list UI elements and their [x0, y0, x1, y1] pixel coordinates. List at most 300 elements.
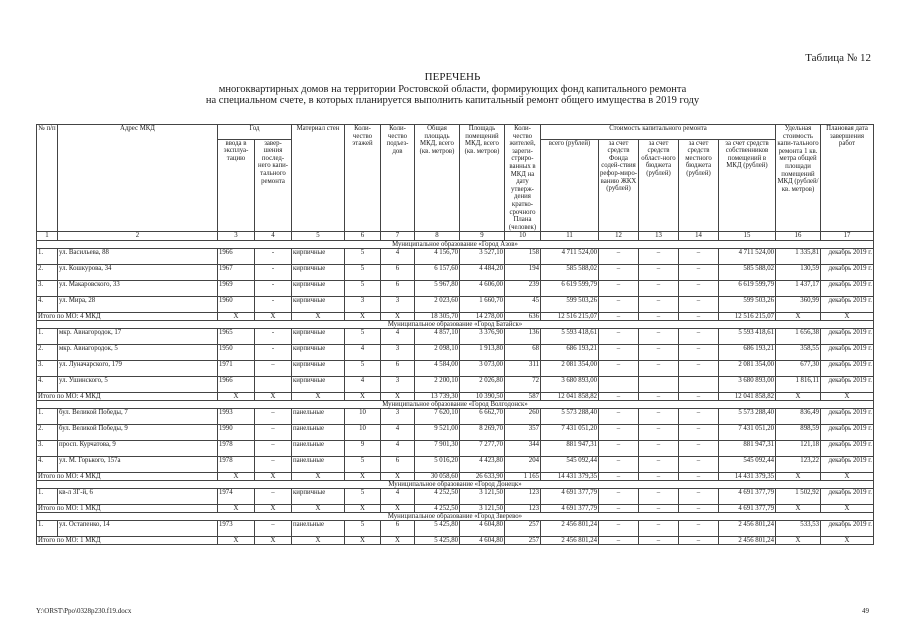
row-address: ул. М. Горького, 157а [58, 457, 218, 473]
column-number: 15 [719, 232, 776, 241]
table-row [37, 361, 874, 377]
total-cost-local: – [679, 537, 719, 545]
municipality-row [37, 241, 874, 249]
row-total-area: 5 967,80 [415, 281, 460, 297]
total-x: X [821, 505, 874, 513]
row-deadline: декабрь 2019 г. [821, 441, 874, 457]
total-total-area: 18 305,70 [415, 313, 460, 321]
table-row [37, 329, 874, 345]
total-label: Итого по МО: 4 МКД [37, 313, 218, 321]
row-cost-regional: – [639, 361, 679, 377]
row-unit-cost: 533,53 [776, 521, 821, 537]
header-cost-total: всего (рублей) [541, 139, 599, 232]
row-cost-local: – [679, 521, 719, 537]
row-wall-material: кирпичные [292, 265, 345, 281]
row-year-commission: 1966 [218, 377, 255, 393]
row-year-overhaul: – [255, 521, 292, 537]
row-floors: 5 [345, 521, 381, 537]
row-unit-cost: 836,49 [776, 409, 821, 425]
row-cost-owners: 7 431 051,20 [719, 425, 776, 441]
row-deadline: декабрь 2019 г. [821, 489, 874, 505]
row-premises-area: 6 662,70 [460, 409, 505, 425]
total-premises-area: 26 633,90 [460, 473, 505, 481]
row-year-commission: 1993 [218, 409, 255, 425]
total-label: Итого по МО: 1 МКД [37, 537, 218, 545]
row-cost-total: 545 092,44 [541, 457, 599, 473]
row-cost-local: – [679, 441, 719, 457]
row-unit-cost: 130,59 [776, 265, 821, 281]
row-cost-fund: – [599, 249, 639, 265]
row-cost-owners: 6 619 599,79 [719, 281, 776, 297]
total-x: X [255, 537, 292, 545]
row-cost-regional: – [639, 457, 679, 473]
row-residents: 357 [505, 425, 541, 441]
row-number: 2. [37, 265, 58, 281]
row-year-commission: 1966 [218, 249, 255, 265]
row-address: мкр. Авиагородок, 17 [58, 329, 218, 345]
row-total-area: 2 023,60 [415, 297, 460, 313]
total-cost-total: 2 456 801,24 [541, 537, 599, 545]
row-cost-local: – [679, 457, 719, 473]
row-wall-material: кирпичные [292, 329, 345, 345]
row-cost-fund: – [599, 329, 639, 345]
row-wall-material: кирпичные [292, 297, 345, 313]
row-entrances: 6 [381, 521, 415, 537]
row-floors: 4 [345, 345, 381, 361]
header-cost-regional: за счет средств област-ного бюджета (рублей) [639, 139, 679, 232]
row-deadline: декабрь 2019 г. [821, 361, 874, 377]
total-x: X [255, 473, 292, 481]
row-residents: 45 [505, 297, 541, 313]
row-premises-area: 1 913,80 [460, 345, 505, 361]
row-address: ул. Кошкурова, 34 [58, 265, 218, 281]
table-row [37, 281, 874, 297]
row-number: 2. [37, 345, 58, 361]
row-total-area: 7 901,30 [415, 441, 460, 457]
row-wall-material: кирпичные [292, 377, 345, 393]
total-cost-regional: – [639, 473, 679, 481]
row-cost-regional: – [639, 249, 679, 265]
row-cost-fund: – [599, 457, 639, 473]
row-floors: 5 [345, 281, 381, 297]
row-residents: 194 [505, 265, 541, 281]
row-premises-area: 4 606,00 [460, 281, 505, 297]
row-cost-total: 5 573 288,40 [541, 409, 599, 425]
row-premises-area: 7 277,70 [460, 441, 505, 457]
column-number: 12 [599, 232, 639, 241]
total-x: X [776, 505, 821, 513]
total-residents: 123 [505, 505, 541, 513]
row-cost-fund: – [599, 425, 639, 441]
row-floors: 3 [345, 297, 381, 313]
municipality-title: Муниципальное образование «Город Азов» [37, 241, 874, 249]
row-number: 1. [37, 489, 58, 505]
total-x: X [821, 393, 874, 401]
row-deadline: декабрь 2019 г. [821, 281, 874, 297]
total-x: X [381, 473, 415, 481]
column-number: 2 [58, 232, 218, 241]
row-unit-cost: 1 816,11 [776, 377, 821, 393]
heading-line-2: на специальном счете, в которых планируется выполнить капитальный ремонт общего имущества в 2019 году [205, 95, 700, 106]
row-deadline: декабрь 2019 г. [821, 425, 874, 441]
row-cost-fund: – [599, 297, 639, 313]
row-address: бул. Великой Победы, 9 [58, 425, 218, 441]
row-cost-total: 2 081 354,00 [541, 361, 599, 377]
row-floors: 5 [345, 457, 381, 473]
row-year-overhaul: – [255, 441, 292, 457]
row-cost-fund: – [599, 281, 639, 297]
row-wall-material: панельные [292, 409, 345, 425]
header-address: Адрес МКД [58, 125, 218, 232]
heading-title: ПЕРЕЧЕНЬ [424, 71, 481, 83]
row-wall-material: панельные [292, 457, 345, 473]
row-premises-area: 8 269,70 [460, 425, 505, 441]
row-unit-cost: 1 502,92 [776, 489, 821, 505]
row-unit-cost: 677,30 [776, 361, 821, 377]
row-residents: 260 [505, 409, 541, 425]
total-cost-local: – [679, 505, 719, 513]
row-total-area: 2 200,10 [415, 377, 460, 393]
row-total-area: 9 521,00 [415, 425, 460, 441]
row-residents: 257 [505, 521, 541, 537]
column-number: 1 [37, 232, 58, 241]
row-year-commission: 1971 [218, 361, 255, 377]
header-residents: Коли-чество жителей, зареги-стриро-ванных в МКД на дату утверж-дения кратко-срочного Плана (человек) [505, 125, 541, 232]
total-total-area: 13 739,30 [415, 393, 460, 401]
row-address: просп. Курчатова, 9 [58, 441, 218, 457]
row-entrances: 4 [381, 425, 415, 441]
row-number: 3. [37, 361, 58, 377]
total-row [37, 393, 874, 401]
row-floors: 4 [345, 377, 381, 393]
row-cost-owners: 599 503,26 [719, 297, 776, 313]
total-x: X [821, 537, 874, 545]
total-total-area: 30 058,60 [415, 473, 460, 481]
row-premises-area: 3 121,50 [460, 489, 505, 505]
total-residents: 257 [505, 537, 541, 545]
header-cost-group: Стоимость капитального ремонта [541, 125, 776, 140]
row-address: бул. Великой Победы, 7 [58, 409, 218, 425]
row-entrances: 4 [381, 489, 415, 505]
row-floors: 10 [345, 409, 381, 425]
row-cost-local: – [679, 265, 719, 281]
row-cost-regional [639, 377, 679, 393]
row-premises-area: 4 484,20 [460, 265, 505, 281]
row-number: 4. [37, 377, 58, 393]
row-cost-regional: – [639, 329, 679, 345]
row-cost-total: 2 456 801,24 [541, 521, 599, 537]
row-cost-fund: – [599, 489, 639, 505]
total-cost-fund: – [599, 537, 639, 545]
total-x: X [218, 537, 255, 545]
total-premises-area: 14 278,00 [460, 313, 505, 321]
total-x: X [345, 473, 381, 481]
table-row [37, 409, 874, 425]
row-year-overhaul: - [255, 297, 292, 313]
row-floors: 5 [345, 329, 381, 345]
row-wall-material: кирпичные [292, 345, 345, 361]
column-number: 13 [639, 232, 679, 241]
row-entrances: 3 [381, 377, 415, 393]
row-year-overhaul: - [255, 281, 292, 297]
row-premises-area: 4 423,80 [460, 457, 505, 473]
table-row [37, 249, 874, 265]
total-x: X [821, 473, 874, 481]
row-cost-local: – [679, 409, 719, 425]
total-cost-owners: 12 041 858,82 [719, 393, 776, 401]
total-x: X [381, 537, 415, 545]
column-number: 16 [776, 232, 821, 241]
row-number: 4. [37, 297, 58, 313]
row-cost-owners: 2 456 801,24 [719, 521, 776, 537]
row-year-commission: 1978 [218, 457, 255, 473]
total-x: X [292, 473, 345, 481]
column-number: 9 [460, 232, 505, 241]
row-cost-local: – [679, 361, 719, 377]
row-cost-total: 599 503,26 [541, 297, 599, 313]
row-wall-material: кирпичные [292, 361, 345, 377]
row-cost-regional: – [639, 441, 679, 457]
column-number: 4 [255, 232, 292, 241]
table-row [37, 489, 874, 505]
row-deadline: декабрь 2019 г. [821, 457, 874, 473]
row-entrances: 6 [381, 361, 415, 377]
table-row [37, 457, 874, 473]
row-total-area: 2 098,10 [415, 345, 460, 361]
row-wall-material: кирпичные [292, 249, 345, 265]
header-cost-local: за счет средств местного бюджета (рублей) [679, 139, 719, 232]
total-total-area: 5 425,80 [415, 537, 460, 545]
total-premises-area: 4 604,80 [460, 537, 505, 545]
row-entrances: 4 [381, 441, 415, 457]
row-total-area: 5 016,20 [415, 457, 460, 473]
row-premises-area: 3 376,90 [460, 329, 505, 345]
row-cost-fund [599, 377, 639, 393]
row-year-commission: 1973 [218, 521, 255, 537]
row-year-commission: 1969 [218, 281, 255, 297]
row-unit-cost: 121,18 [776, 441, 821, 457]
row-total-area: 4 584,00 [415, 361, 460, 377]
row-cost-regional: – [639, 345, 679, 361]
document-heading [0, 72, 905, 107]
row-cost-total: 4 711 524,00 [541, 249, 599, 265]
header-cost-fund: за счет средств Фонда содей-ствия рефор-миро-ванию ЖКХ (рублей) [599, 139, 639, 232]
row-wall-material: панельные [292, 441, 345, 457]
row-year-commission: 1990 [218, 425, 255, 441]
table-body [37, 241, 874, 545]
row-entrances: 3 [381, 345, 415, 361]
total-x: X [292, 537, 345, 545]
row-cost-owners: 881 947,31 [719, 441, 776, 457]
row-cost-local [679, 377, 719, 393]
row-cost-total: 881 947,31 [541, 441, 599, 457]
municipality-row [37, 513, 874, 521]
row-year-overhaul: – [255, 489, 292, 505]
row-cost-local: – [679, 425, 719, 441]
row-entrances: 3 [381, 409, 415, 425]
row-cost-local: – [679, 281, 719, 297]
row-year-commission: 1965 [218, 329, 255, 345]
row-cost-local: – [679, 345, 719, 361]
row-deadline: декабрь 2019 г. [821, 265, 874, 281]
column-number: 6 [345, 232, 381, 241]
header-deadline: Плановая дата завершения работ [821, 125, 874, 232]
row-residents: 239 [505, 281, 541, 297]
column-number: 17 [821, 232, 874, 241]
column-number: 3 [218, 232, 255, 241]
row-residents: 72 [505, 377, 541, 393]
total-x: X [345, 505, 381, 513]
row-wall-material: панельные [292, 521, 345, 537]
row-unit-cost: 1 437,17 [776, 281, 821, 297]
header-num: № п/п [37, 125, 58, 232]
column-number: 7 [381, 232, 415, 241]
row-cost-local: – [679, 329, 719, 345]
total-cost-fund: – [599, 473, 639, 481]
row-cost-local: – [679, 489, 719, 505]
total-cost-local: – [679, 313, 719, 321]
row-number: 3. [37, 281, 58, 297]
row-address: ул. Луначарского, 179 [58, 361, 218, 377]
row-year-overhaul: - [255, 345, 292, 361]
table-row [37, 441, 874, 457]
heading-line-1: многоквартирных домов на территории Ростовской области, формирующих фонд капитального ремонта [218, 83, 687, 95]
capital-repair-table [36, 124, 874, 545]
total-x: X [218, 393, 255, 401]
row-address: ул. Ушинского, 5 [58, 377, 218, 393]
row-year-overhaul: - [255, 249, 292, 265]
row-cost-fund: – [599, 265, 639, 281]
row-cost-fund: – [599, 521, 639, 537]
row-number: 1. [37, 409, 58, 425]
row-cost-total: 4 691 377,79 [541, 489, 599, 505]
row-cost-regional: – [639, 281, 679, 297]
table-number: Таблица № 12 [805, 52, 871, 64]
total-cost-total: 4 691 377,79 [541, 505, 599, 513]
municipality-title: Муниципальное образование «Город Волгодонск» [37, 401, 874, 409]
total-x: X [381, 393, 415, 401]
row-wall-material: кирпичные [292, 489, 345, 505]
row-residents: 68 [505, 345, 541, 361]
row-address: ул. Макаровского, 33 [58, 281, 218, 297]
total-x: X [218, 505, 255, 513]
row-residents: 158 [505, 249, 541, 265]
row-cost-regional: – [639, 489, 679, 505]
row-premises-area: 4 604,80 [460, 521, 505, 537]
row-cost-regional: – [639, 265, 679, 281]
header-entrances: Коли-чество подъез-дов [381, 125, 415, 232]
row-cost-owners: 686 193,21 [719, 345, 776, 361]
total-cost-total: 12 041 858,82 [541, 393, 599, 401]
total-x: X [821, 313, 874, 321]
total-cost-local: – [679, 473, 719, 481]
row-year-commission: 1950 [218, 345, 255, 361]
row-floors: 5 [345, 249, 381, 265]
total-residents: 636 [505, 313, 541, 321]
total-x: X [381, 505, 415, 513]
row-number: 1. [37, 521, 58, 537]
table-row [37, 297, 874, 313]
row-entrances: 4 [381, 329, 415, 345]
total-label: Итого по МО: 1 МКД [37, 505, 218, 513]
row-unit-cost: 898,59 [776, 425, 821, 441]
header-premises-area: Площадь помещений МКД, всего (кв. метров) [460, 125, 505, 232]
row-unit-cost: 1 656,38 [776, 329, 821, 345]
header-wall-material: Материал стен [292, 125, 345, 232]
footer-file-path: Y:\ORST\Ppo\0328p230.f19.docx [36, 607, 132, 615]
municipality-row [37, 321, 874, 329]
row-cost-regional: – [639, 297, 679, 313]
row-floors: 5 [345, 361, 381, 377]
row-floors: 10 [345, 425, 381, 441]
row-cost-owners: 545 092,44 [719, 457, 776, 473]
row-address: кв-л 3Г-й, 6 [58, 489, 218, 505]
row-deadline: декабрь 2019 г. [821, 345, 874, 361]
table-row [37, 425, 874, 441]
row-number: 1. [37, 249, 58, 265]
row-cost-regional: – [639, 425, 679, 441]
total-total-area: 4 252,50 [415, 505, 460, 513]
row-cost-total: 585 588,02 [541, 265, 599, 281]
total-row [37, 505, 874, 513]
total-row [37, 313, 874, 321]
municipality-title: Муниципальное образование «Город Батайск» [37, 321, 874, 329]
total-x: X [345, 313, 381, 321]
row-cost-fund: – [599, 361, 639, 377]
row-entrances: 6 [381, 265, 415, 281]
municipality-title: Муниципальное образование «Город Зверево» [37, 513, 874, 521]
total-x: X [776, 313, 821, 321]
total-cost-owners: 12 516 215,07 [719, 313, 776, 321]
row-address: мкр. Авиагородок, 5 [58, 345, 218, 361]
row-residents: 136 [505, 329, 541, 345]
row-cost-fund: – [599, 345, 639, 361]
total-cost-fund: – [599, 505, 639, 513]
total-x: X [218, 313, 255, 321]
total-x: X [776, 537, 821, 545]
row-cost-owners: 4 711 524,00 [719, 249, 776, 265]
total-x: X [218, 473, 255, 481]
total-x: X [381, 313, 415, 321]
row-deadline: декабрь 2019 г. [821, 521, 874, 537]
row-residents: 123 [505, 489, 541, 505]
row-address: ул. Мира, 28 [58, 297, 218, 313]
total-cost-total: 12 516 215,07 [541, 313, 599, 321]
header-floors: Коли-чество этажей [345, 125, 381, 232]
total-cost-regional: – [639, 505, 679, 513]
total-cost-fund: – [599, 313, 639, 321]
column-number: 14 [679, 232, 719, 241]
row-cost-regional: – [639, 409, 679, 425]
row-deadline: декабрь 2019 г. [821, 297, 874, 313]
total-premises-area: 3 121,50 [460, 505, 505, 513]
row-cost-fund: – [599, 441, 639, 457]
row-total-area: 4 252,50 [415, 489, 460, 505]
row-deadline: декабрь 2019 г. [821, 249, 874, 265]
row-cost-total: 6 619 599,79 [541, 281, 599, 297]
total-x: X [776, 473, 821, 481]
total-x: X [292, 505, 345, 513]
total-cost-owners: 4 691 377,79 [719, 505, 776, 513]
total-premises-area: 10 390,50 [460, 393, 505, 401]
total-label: Итого по МО: 4 МКД [37, 393, 218, 401]
row-year-commission: 1978 [218, 441, 255, 457]
row-year-overhaul: – [255, 361, 292, 377]
row-number: 1. [37, 329, 58, 345]
total-cost-owners: 14 431 379,35 [719, 473, 776, 481]
header-year-overhaul: завер-шения послед-него капи-тального ремонта [255, 139, 292, 232]
row-premises-area: 2 026,80 [460, 377, 505, 393]
